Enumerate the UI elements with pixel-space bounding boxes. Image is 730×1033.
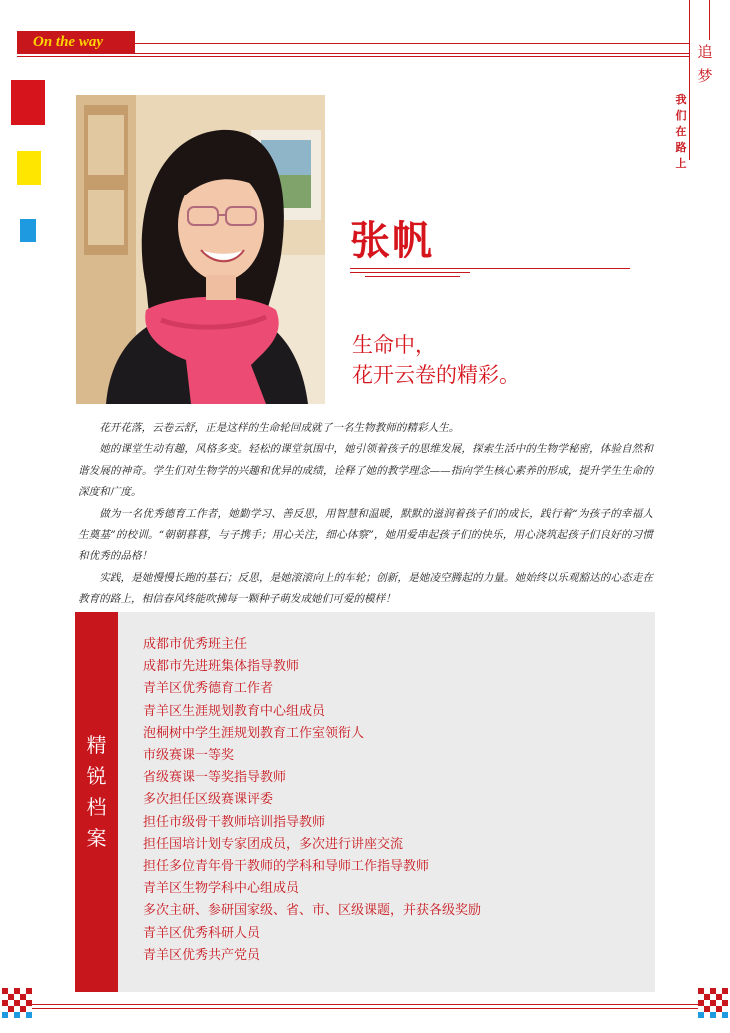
bio-paragraph: 做为一名优秀德育工作者，她勤学习、善反思，用智慧和温暖，默默的滋润着孩子们的成长，践行着“为孩子的幸福人生奠基”的校训。“朝朝暮暮，与子携手；用心关注，细心体察”，她用爱串起孩子们的快乐，用心浇筑起孩子们良好的习惯和优秀的品格！: [78, 507, 653, 563]
side-subtitle-char: 我: [675, 93, 687, 106]
motto-line-2: 花开云卷的精彩。: [352, 363, 520, 387]
honor-item: 省级赛课一等奖指导教师: [143, 770, 287, 786]
blue-block: [20, 219, 36, 242]
motto: [352, 330, 520, 390]
yellow-block: [17, 151, 41, 185]
footer-pattern-left: [2, 988, 32, 1018]
side-title: [693, 40, 717, 88]
teacher-name: 张帆: [350, 218, 434, 264]
portrait-photo: [76, 95, 325, 404]
motto-line-1: 生命中，: [352, 333, 436, 357]
footer-rule: [32, 1004, 698, 1005]
bio-text: [78, 418, 653, 611]
side-title-char: 梦: [697, 67, 713, 85]
header-rule-bottom: [17, 53, 690, 54]
side-subtitle-char: 路: [675, 141, 687, 154]
bio-paragraph: 花开花落，云卷云舒，正是这样的生命轮回成就了一名生物教师的精彩人生。: [99, 422, 460, 434]
side-subtitle-char: 们: [675, 109, 687, 122]
side-rule-2: [709, 0, 710, 40]
name-underline-2: [350, 272, 470, 273]
honor-item: 成都市优秀班主任: [143, 637, 248, 652]
honor-item: 青羊区优秀科研人员: [143, 925, 261, 941]
honor-item: 青羊区生物学科中心组成员: [143, 881, 300, 897]
honor-item: 青羊区优秀德育工作者: [143, 681, 274, 697]
header-rule-extra: [17, 56, 690, 57]
footer-pattern-right: [698, 988, 728, 1018]
side-subtitle-char: 上: [675, 157, 687, 170]
header-rule-top: [135, 43, 690, 44]
side-title-char: 追: [697, 43, 713, 61]
side-rule: [689, 0, 690, 160]
red-block: [11, 80, 45, 125]
honor-item: 多次担任区级赛课评委: [143, 792, 274, 808]
honor-item: 泡桐树中学生涯规划教育工作室领衔人: [143, 725, 365, 741]
honor-item: 成都市先进班集体指导教师: [143, 659, 300, 675]
name-underline-3: [365, 276, 460, 277]
honors-title-char: 锐: [86, 764, 107, 788]
honor-item: 多次主研、参研国家级、省、市、区级课题，并获各级奖励: [143, 903, 482, 919]
honor-item: 市级赛课一等奖: [143, 748, 235, 764]
side-subtitle-char: 在: [675, 125, 687, 138]
honors-list: [143, 634, 481, 967]
honors-title: [75, 730, 118, 854]
honor-item: 青羊区生涯规划教育中心组成员: [143, 703, 326, 719]
honor-item: 青羊区优秀共产党员: [143, 947, 261, 963]
bio-paragraph: 实践，是她慢慢长跑的基石；反思，是她滚滚向上的车轮；创新，是她凌空腾起的力量。她始终以乐观豁达的心态走在教育的路上，相信春风终能吹拂每一颗种子萌发成她们可爱的模样！: [78, 571, 653, 606]
bio-paragraph: 她的课堂生动有趣，风格多变。轻松的课堂氛围中，她引领着孩子的思维发展，探索生活中的生物学秘密，体验自然和谐发展的神奇。学生们对生物学的兴趣和优异的成绩，诠释了她的教学理念——指向学生核心素养的形成，提升学生生命的深度和广度。: [78, 443, 653, 499]
honor-item: 担任国培计划专家团成员，多次进行讲座交流: [143, 836, 404, 852]
honors-title-char: 档: [86, 795, 107, 819]
section-tag: On the way: [17, 31, 135, 53]
side-subtitle: [674, 92, 688, 172]
honor-item: 担任市级骨干教师培训指导教师: [143, 814, 326, 830]
name-underline: [350, 268, 630, 269]
footer-rule-2: [32, 1008, 698, 1009]
honors-title-char: 案: [86, 826, 107, 850]
honor-item: 担任多位青年骨干教师的学科和导师工作指导教师: [143, 859, 430, 875]
honors-title-char: 精: [86, 733, 107, 757]
